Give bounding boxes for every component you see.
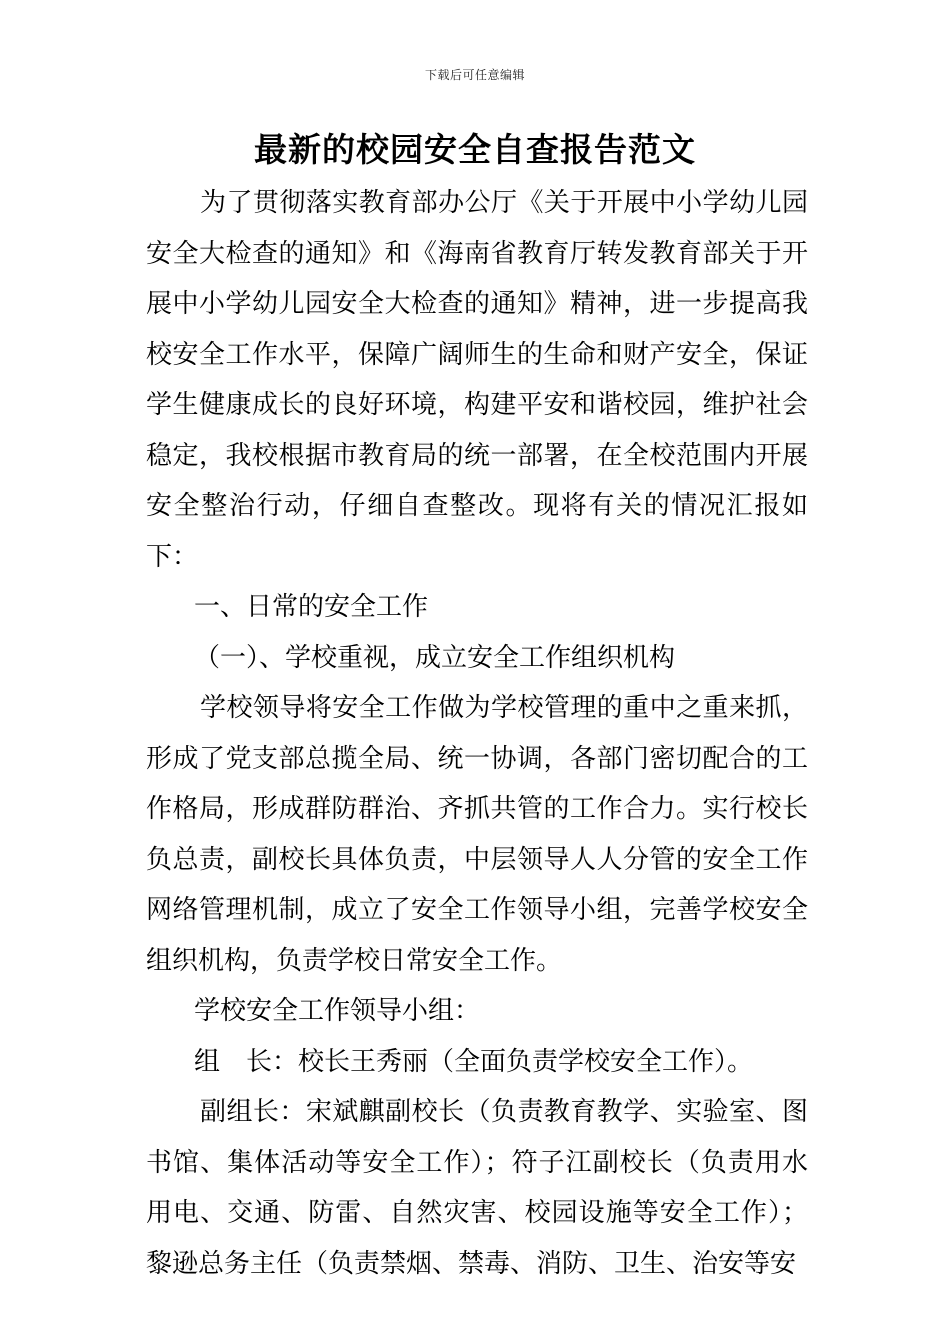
section-heading-2: （一）、学校重视，成立安全工作组织机构 xyxy=(194,642,676,673)
section-paragraph: 学校领导将安全工作做为学校管理的重中之重来抓，形成了党支部总揽全局、统一协调，各部门密切配合的工作格局，形成群防群治、齐抓共管的工作合力。实行校长负总责，副校长具体负责，中层领导人人分管的安全工作网络管理机制，成立了安全工作领导小组，完善学校安全组织机构，负责学校日常安全工作。 xyxy=(146,693,808,976)
group-label: 学校安全工作领导小组： xyxy=(194,996,481,1026)
leader-line: 组 长：校长王秀丽（全面负责学校安全工作）。 xyxy=(194,1046,754,1077)
section-heading-1: 一、日常的安全工作 xyxy=(194,592,429,622)
header-note: 下载后可任意编辑 xyxy=(424,68,525,82)
document-title: 最新的校园安全自查报告范文 xyxy=(254,130,696,169)
document-body xyxy=(146,178,808,1289)
intro-paragraph: 为了贯彻落实教育部办公厅《关于开展中小学幼儿园安全大检查的通知》和《海南省教育厅转发教育部关于开展中小学幼儿园安全大检查的通知》精神，进一步提高我校安全工作水平，保障广阔师生的生命和财产安全，保证学生健康成长的良好环境，构建平安和谐校园，维护社会稳定，我校根据市教育局的统一部署，在全校范围内开展安全整治行动，仔细自查整改。现将有关的情况汇报如下： xyxy=(146,188,808,572)
deputy-paragraph: 副组长：宋斌麒副校长（负责教育教学、实验室、图书馆、集体活动等安全工作）；符子江副校长（负责用水用电、交通、防雷、自然灾害、校园设施等安全工作）；黎逊总务主任（负责禁烟、禁毒、消防、卫生、治安等安 xyxy=(146,1097,808,1279)
